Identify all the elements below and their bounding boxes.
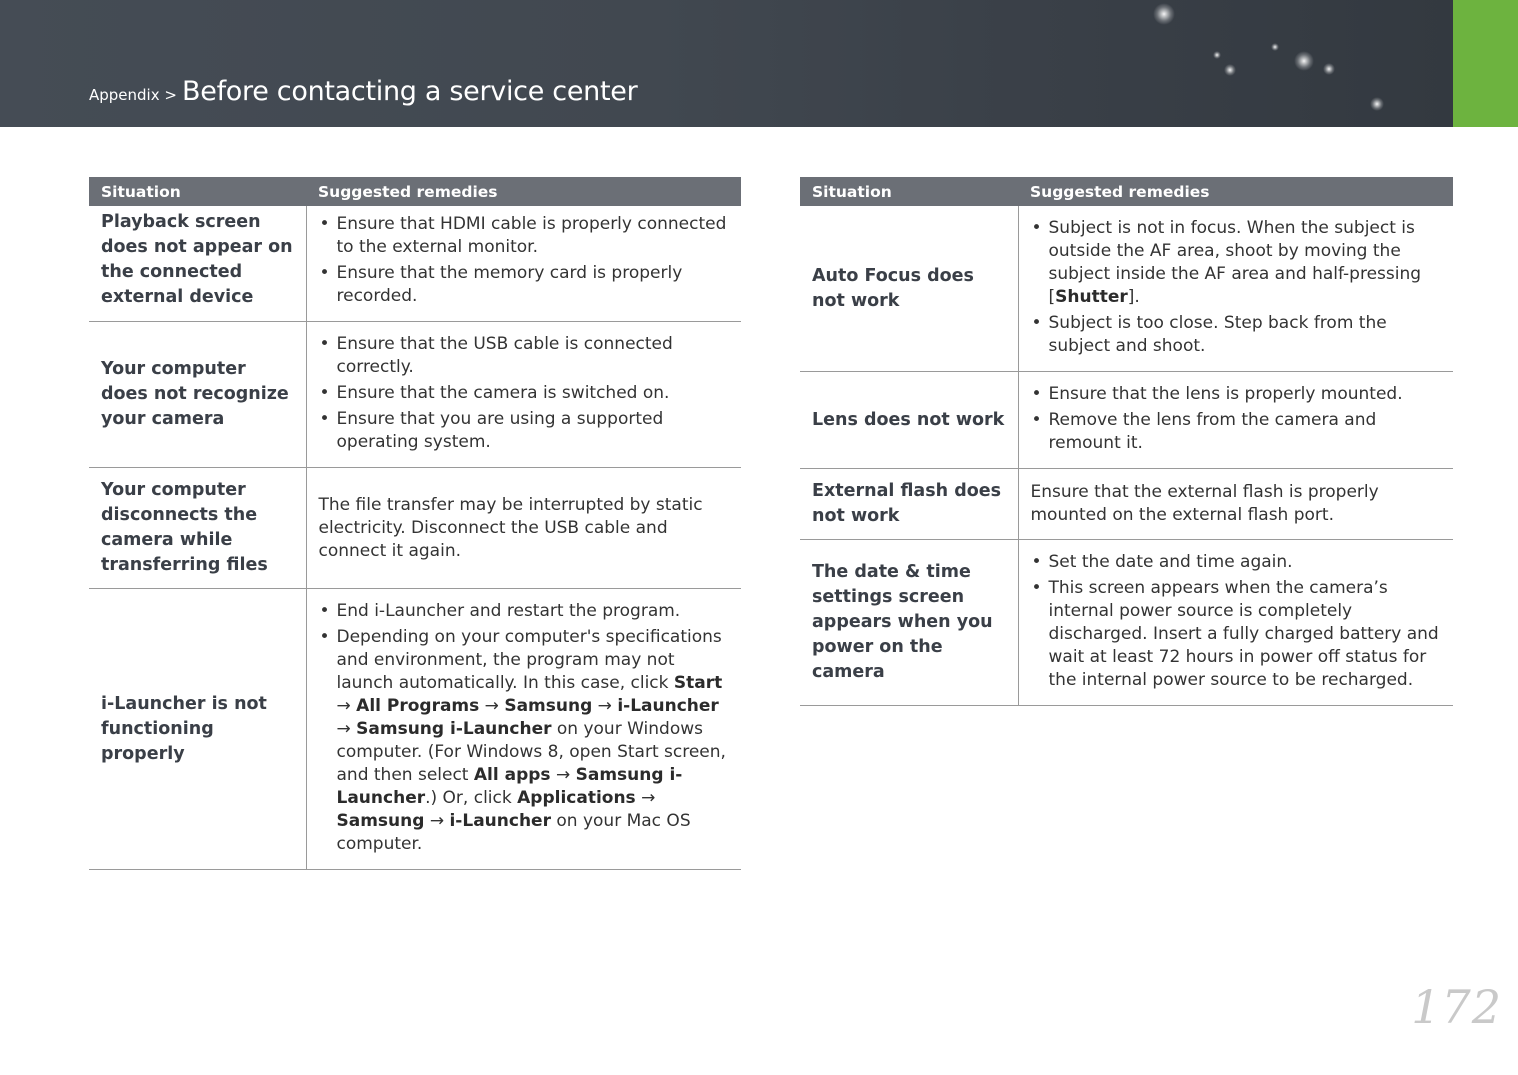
remedy-cell: Ensure that the external flash is properly mounted on the external flash port.: [1018, 469, 1453, 540]
bullet-icon: •: [1031, 578, 1042, 598]
list-item: • Subject is too close. Step back from the subject and shoot.: [1031, 313, 1387, 356]
list-item: • This screen appears when the camera’s internal power source is completely discharged. Insert a fully charged battery and wait at least 72 hours in power off status for the internal power source to be recharged.: [1031, 578, 1439, 690]
bullet-icon: •: [319, 627, 330, 647]
sparkle-decoration: [1224, 64, 1236, 76]
bullet-icon: •: [319, 263, 330, 283]
table-row: [800, 206, 1453, 372]
table-row: [800, 540, 1453, 706]
table-row: [89, 206, 741, 322]
list-item: • Depending on your computer's specifications and environment, the program may not launch automatically. In this case, click Start → All Programs → Samsung → i-Launcher → Samsung i-Launcher on your Windows computer. (For Windows 8, open Start screen, and then select All apps → Samsung i-Launcher.) Or, click Applications → Samsung → i-Launcher on your Mac OS computer.: [319, 627, 726, 854]
table-row: [89, 322, 741, 468]
bullet-icon: •: [319, 409, 330, 429]
situation-cell: Playback screen does not appear on the connected external device: [89, 206, 306, 322]
remedy-list: [319, 333, 730, 454]
table-row: [800, 469, 1453, 540]
menu-path-applications: Applications: [517, 788, 636, 808]
table-row: [89, 468, 741, 589]
menu-path-all-apps: All apps: [473, 765, 551, 785]
remedy-list: [319, 213, 730, 308]
list-item: • Ensure that you are using a supported operating system.: [319, 409, 664, 452]
column-header-remedies: Suggested remedies: [306, 177, 741, 206]
remedy-list: [1031, 383, 1442, 455]
remedy-list: [319, 600, 730, 856]
bullet-icon: •: [319, 214, 330, 234]
situation-cell: Your computer disconnects the camera while transferring files: [89, 468, 306, 589]
breadcrumb: [89, 76, 637, 107]
menu-path-i-launcher: i-Launcher: [449, 811, 551, 831]
menu-path-i-launcher: i-Launcher: [617, 696, 719, 716]
remedy-list: [1031, 551, 1442, 692]
bullet-icon: •: [319, 334, 330, 354]
bullet-icon: •: [1031, 410, 1042, 430]
bullet-icon: •: [319, 383, 330, 403]
list-item: • Ensure that the memory card is properly recorded.: [319, 263, 683, 306]
situation-cell: Lens does not work: [800, 372, 1018, 469]
situation-cell: Auto Focus does not work: [800, 206, 1018, 372]
list-item: • Remove the lens from the camera and remount it.: [1031, 410, 1377, 453]
sparkle-decoration: [1323, 63, 1335, 75]
table-row: [800, 372, 1453, 469]
remedy-cell: [1018, 372, 1453, 469]
column-header-situation: Situation: [89, 177, 306, 206]
sparkle-decoration: [1271, 43, 1279, 51]
page-number: 172: [1411, 980, 1502, 1034]
column-header-remedies: Suggested remedies: [1018, 177, 1453, 206]
situation-cell: i-Launcher is not functioning properly: [89, 589, 306, 870]
column-header-situation: Situation: [800, 177, 1018, 206]
bullet-icon: •: [1031, 218, 1042, 238]
troubleshooting-table-left: [89, 177, 741, 870]
list-item: • Set the date and time again.: [1031, 552, 1293, 572]
shutter-key: Shutter: [1055, 287, 1128, 307]
remedy-cell: The file transfer may be interrupted by static electricity. Disconnect the USB cable and connect it again.: [306, 468, 741, 589]
page-title: Before contacting a service center: [182, 76, 638, 107]
menu-path-all-programs: All Programs: [356, 696, 480, 716]
remedy-cell: [306, 206, 741, 322]
situation-cell: External flash does not work: [800, 469, 1018, 540]
menu-path-samsung: Samsung: [504, 696, 593, 716]
situation-cell: The date & time settings screen appears when you power on the camera: [800, 540, 1018, 706]
remedy-list: [1031, 217, 1442, 358]
remedy-cell: [306, 322, 741, 468]
list-item: • Subject is not in focus. When the subject is outside the AF area, shoot by moving the subject inside the AF area and half-pressing [Shutter].: [1031, 218, 1422, 307]
list-item: • End i-Launcher and restart the program.: [319, 601, 681, 621]
bullet-icon: •: [1031, 552, 1042, 572]
header-accent-bar: [1453, 0, 1518, 127]
situation-cell: Your computer does not recognize your camera: [89, 322, 306, 468]
sparkle-decoration: [1370, 97, 1384, 111]
sparkle-decoration: [1294, 51, 1314, 71]
troubleshooting-table-right: [800, 177, 1453, 706]
remedy-cell: [306, 589, 741, 870]
bullet-icon: •: [1031, 313, 1042, 333]
remedy-cell: [1018, 540, 1453, 706]
bullet-icon: •: [319, 601, 330, 621]
remedy-cell: [1018, 206, 1453, 372]
list-item: • Ensure that the lens is properly mounted.: [1031, 384, 1403, 404]
breadcrumb-parent: Appendix >: [89, 86, 177, 104]
menu-path-samsung-i-launcher: Samsung i-Launcher: [356, 719, 552, 739]
menu-path-samsung-i-launcher: Samsung i-Launcher: [336, 765, 683, 808]
page-header: [0, 0, 1453, 127]
list-item: • Ensure that the USB cable is connected correctly.: [319, 334, 673, 377]
table-row: [89, 589, 741, 870]
list-item: • Ensure that HDMI cable is properly connected to the external monitor.: [319, 214, 727, 257]
menu-path-samsung: Samsung: [336, 811, 425, 831]
table-header-row: [800, 177, 1453, 206]
table-header-row: [89, 177, 741, 206]
menu-path-start: Start: [673, 673, 723, 693]
list-item: • Ensure that the camera is switched on.: [319, 383, 670, 403]
sparkle-decoration: [1153, 3, 1175, 25]
sparkle-decoration: [1213, 51, 1221, 59]
bullet-icon: •: [1031, 384, 1042, 404]
